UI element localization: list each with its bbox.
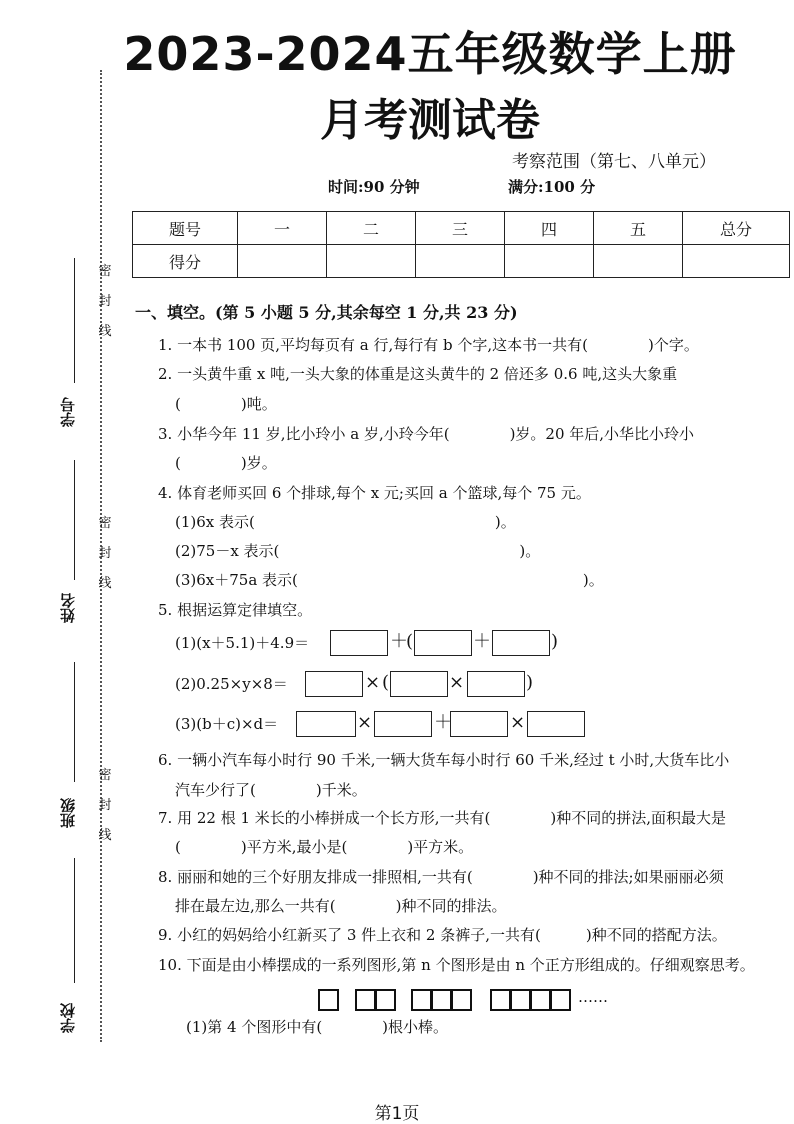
- question-9: 9. 小红的妈妈给小红新买了 3 件上衣和 2 条裤子,一共有( )种不同的搭配方法。: [158, 926, 727, 944]
- page-number: 第1页: [374, 1104, 420, 1124]
- question-7-line1: 7. 用 22 根 1 米长的小棒拼成一个长方形,一共有( )种不同的拼法,面积最大是: [158, 809, 727, 827]
- question-1: 1. 一本书 100 页,平均每页有 a 行,每行有 b 个字,这本书一共有( )个字。: [158, 336, 699, 354]
- ellipsis: ……: [578, 988, 608, 1006]
- score-table-score-row: [133, 245, 790, 278]
- operator-plus: ＋: [390, 631, 408, 652]
- question-2-line1: 2. 一头黄牛重 x 吨,一头大象的体重是这头黄牛的 2 倍还多 0.6 吨,这头大象重: [158, 365, 678, 383]
- seal-text: 密 封 线: [98, 768, 112, 843]
- operator-rparen: ): [551, 631, 559, 652]
- question-4: 4. 体育老师买回 6 个排球,每个 x 元;买回 a 个篮球,每个 75 元。: [158, 484, 591, 502]
- score-input-cell[interactable]: [683, 245, 790, 278]
- school-line[interactable]: [74, 858, 75, 983]
- operator-lparen: (: [406, 631, 414, 652]
- full-marks: 满分:100 分: [508, 178, 596, 196]
- answer-box[interactable]: [450, 711, 508, 737]
- question-4-1: (1)6x 表示( )。: [175, 513, 516, 531]
- name-label: 姓名: [59, 593, 77, 623]
- score-input-cell[interactable]: [238, 245, 327, 278]
- class-label: 班级: [59, 798, 77, 828]
- student-id-label: 学号: [59, 397, 77, 427]
- score-header-cell: 总分: [683, 212, 790, 245]
- score-table: [132, 211, 790, 278]
- operator-times: ×: [357, 712, 373, 733]
- seal-text: 密 封 线: [98, 516, 112, 591]
- operator-rparen: ): [526, 672, 534, 693]
- score-input-cell[interactable]: [594, 245, 683, 278]
- operator-plus: ＋: [473, 631, 491, 652]
- score-input-cell[interactable]: [327, 245, 416, 278]
- question-8-line2: 排在最左边,那么一共有( )种不同的排法。: [175, 897, 507, 915]
- answer-box[interactable]: [492, 630, 550, 656]
- score-row-label: 得分: [133, 245, 238, 278]
- question-6-line2: 汽车少行了( )千米。: [175, 781, 367, 799]
- operator-times: ×: [449, 672, 465, 693]
- operator-times: ×: [510, 712, 526, 733]
- question-5-2: (2)0.25×y×8＝: [175, 675, 288, 693]
- answer-box[interactable]: [305, 671, 363, 697]
- operator-plus: ＋: [434, 712, 452, 733]
- question-4-2: (2)75－x 表示( )。: [175, 542, 541, 560]
- question-3-line1: 3. 小华今年 11 岁,比小玲小 a 岁,小玲今年( )岁。20 年后,小华比小玲小: [158, 425, 695, 443]
- question-8-line1: 8. 丽丽和她的三个好朋友排成一排照相,一共有( )种不同的排法;如果丽丽必须: [158, 868, 724, 886]
- section-title: 一、填空。(第 5 小题 5 分,其余每空 1 分,共 23 分): [135, 303, 518, 322]
- score-header-cell: 一: [238, 212, 327, 245]
- seal-text: 密 封 线: [98, 264, 112, 339]
- score-header-cell: 题号: [133, 212, 238, 245]
- operator-lparen: (: [382, 672, 390, 693]
- question-5-3: (3)(b＋c)×d＝: [175, 715, 279, 733]
- class-line[interactable]: [74, 662, 75, 782]
- question-5: 5. 根据运算定律填空。: [158, 601, 313, 619]
- question-2-line2: ( )吨。: [175, 395, 277, 413]
- school-label: 学校: [59, 1003, 77, 1033]
- question-5-1: (1)(x＋5.1)＋4.9＝: [175, 634, 310, 652]
- exam-scope: 考察范围（第七、八单元）: [512, 152, 716, 172]
- score-input-cell[interactable]: [505, 245, 594, 278]
- question-4-3: (3)6x＋75a 表示( )。: [175, 571, 604, 589]
- score-header-cell: 二: [327, 212, 416, 245]
- answer-box[interactable]: [414, 630, 472, 656]
- score-header-cell: 五: [594, 212, 683, 245]
- question-10: 10. 下面是由小棒摆成的一系列图形,第 n 个图形是由 n 个正方形组成的。仔细观察思考。: [158, 956, 755, 974]
- score-header-cell: 三: [416, 212, 505, 245]
- score-table-header-row: [133, 212, 790, 245]
- answer-box[interactable]: [390, 671, 448, 697]
- answer-box[interactable]: [527, 711, 585, 737]
- operator-times: ×: [365, 672, 381, 693]
- page-subtitle: 月考测试卷: [320, 95, 540, 146]
- score-input-cell[interactable]: [416, 245, 505, 278]
- question-3-line2: ( )岁。: [175, 454, 277, 472]
- question-6-line1: 6. 一辆小汽车每小时行 90 千米,一辆大货车每小时行 60 千米,经过 t 小时,大货车比小: [158, 751, 730, 769]
- score-header-cell: 四: [505, 212, 594, 245]
- question-10-1: (1)第 4 个图形中有( )根小棒。: [186, 1018, 449, 1036]
- answer-box[interactable]: [330, 630, 388, 656]
- answer-box[interactable]: [467, 671, 525, 697]
- name-line[interactable]: [74, 460, 75, 580]
- answer-box[interactable]: [374, 711, 432, 737]
- question-7-line2: ( )平方米,最小是( )平方米。: [175, 838, 474, 856]
- page-title: 2023-2024五年级数学上册: [123, 27, 737, 81]
- student-id-line[interactable]: [74, 258, 75, 383]
- answer-box[interactable]: [296, 711, 356, 737]
- exam-time: 时间:90 分钟: [328, 178, 420, 196]
